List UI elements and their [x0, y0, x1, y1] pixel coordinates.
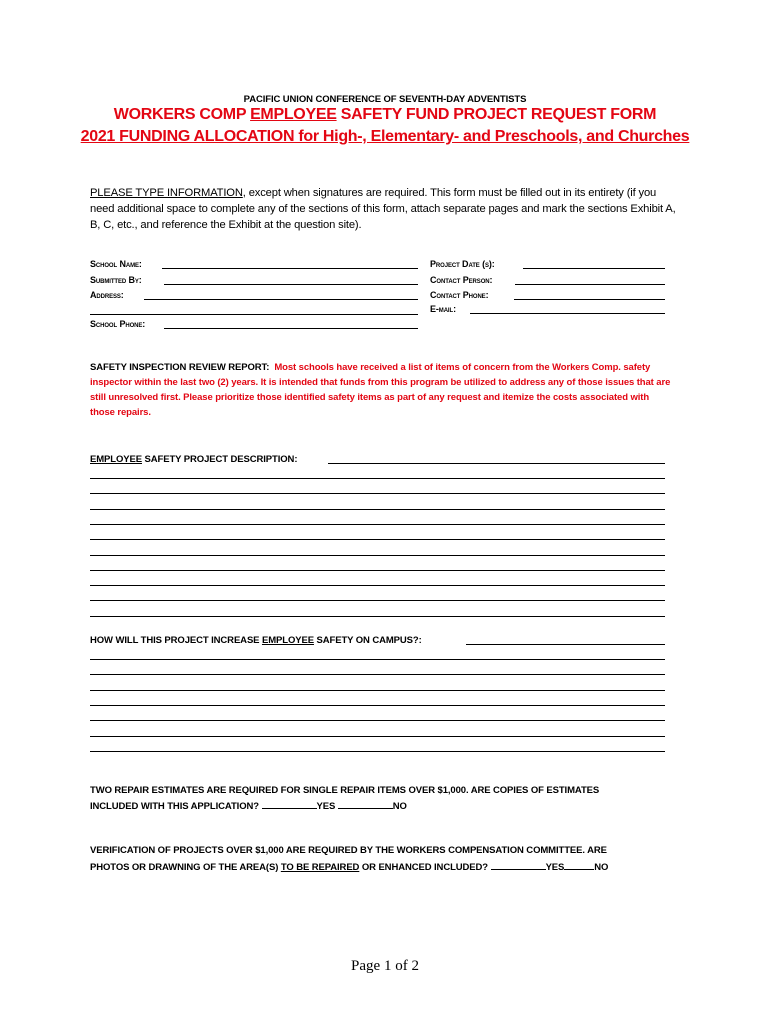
organization-heading: PACIFIC UNION CONFERENCE OF SEVENTH-DAY ADVENTISTS [243, 94, 527, 105]
submitted-by-label: Submitted By: [90, 275, 142, 285]
address-field-line-2[interactable] [90, 314, 418, 315]
page-number: Page 1 of 2 [351, 958, 419, 974]
address-label: Address: [90, 290, 124, 300]
safety-inspection-paragraph: SAFETY INSPECTION REVIEW REPORT: Most schools have received a list of items of concern from the Workers Comp. safety inspector within the last two (2) years. It is intended that funds from this program be utilized to address any of those issues that are still unresolved first. Please prioritize those identified safety items as part of any request and itemize the costs associated with those repairs. [90, 362, 671, 418]
verification-yes-blank[interactable] [491, 859, 546, 870]
project-dates-label: Project Date (s): [430, 259, 495, 269]
safety-increase-label: HOW WILL THIS PROJECT INCREASE EMPLOYEE SAFETY ON CAMPUS?: [90, 635, 422, 646]
estimates-yes-label: YES [316, 801, 336, 812]
contact-phone-label: Contact Phone: [430, 290, 489, 300]
email-field[interactable] [470, 313, 665, 314]
writing-line[interactable] [90, 751, 665, 752]
writing-line[interactable] [90, 720, 665, 721]
writing-line[interactable] [90, 736, 665, 737]
writing-line[interactable] [90, 570, 665, 571]
form-title: WORKERS COMP EMPLOYEE SAFETY FUND PROJECT REQUEST FORM [113, 106, 657, 123]
estimates-yes-blank[interactable] [262, 798, 317, 809]
estimates-no-label: NO [392, 801, 407, 812]
writing-line[interactable] [90, 539, 665, 540]
school-phone-field[interactable] [164, 328, 418, 329]
estimates-no-blank[interactable] [338, 798, 393, 809]
address-field[interactable] [144, 299, 418, 300]
school-phone-label: School Phone: [90, 319, 146, 329]
writing-line[interactable] [90, 600, 665, 601]
writing-line[interactable] [90, 478, 665, 479]
contact-person-field[interactable] [515, 284, 665, 285]
verification-no-blank[interactable] [564, 859, 594, 870]
estimates-question-line-2: INCLUDED WITH THIS APPLICATION? YES NO [90, 798, 407, 814]
writing-line[interactable] [90, 659, 665, 660]
verification-no-label: NO [594, 862, 609, 873]
form-subtitle: 2021 FUNDING ALLOCATION for High-, Elementary- and Preschools, and Churches [80, 128, 690, 145]
writing-line[interactable] [90, 690, 665, 691]
submitted-by-field[interactable] [164, 284, 418, 285]
contact-phone-field[interactable] [514, 299, 665, 300]
writing-line[interactable] [90, 493, 665, 494]
writing-line[interactable] [90, 705, 665, 706]
estimates-question-line-1: TWO REPAIR ESTIMATES ARE REQUIRED FOR SINGLE REPAIR ITEMS OVER $1,000. ARE COPIES OF ESTIMATES [90, 785, 600, 796]
project-description-label: EMPLOYEE SAFETY PROJECT DESCRIPTION: [90, 454, 298, 465]
project-dates-field[interactable] [523, 268, 665, 269]
writing-line[interactable] [90, 585, 665, 586]
verification-question-line-1: VERIFICATION OF PROJECTS OVER $1,000 ARE REQUIRED BY THE WORKERS COMPENSATION COMMITTEE. ARE [90, 845, 607, 856]
project-description-field[interactable] [328, 463, 665, 464]
writing-line[interactable] [90, 524, 665, 525]
verification-question-line-2: PHOTOS OR DRAWNING OF THE AREA(S) TO BE REPAIRED OR ENHANCED INCLUDED? YES NO [90, 859, 608, 875]
writing-line[interactable] [90, 616, 665, 617]
writing-line[interactable] [90, 674, 665, 675]
intro-instructions: PLEASE TYPE INFORMATION, except when signatures are required. This form must be filled out in its entirety (if you need additional space to complete any of the sections of this form, attach separate pages and mark the sections Exhibit A, B, C, etc., and reference the Exhibit at the question site). [90, 187, 676, 231]
school-name-field[interactable] [162, 268, 418, 269]
writing-line[interactable] [90, 555, 665, 556]
contact-person-label: Contact Person: [430, 275, 493, 285]
school-name-label: School Name: [90, 259, 142, 269]
safety-increase-field[interactable] [466, 644, 665, 645]
writing-line[interactable] [90, 509, 665, 510]
email-label: E-mail: [430, 304, 456, 314]
verification-yes-label: YES [545, 862, 565, 873]
